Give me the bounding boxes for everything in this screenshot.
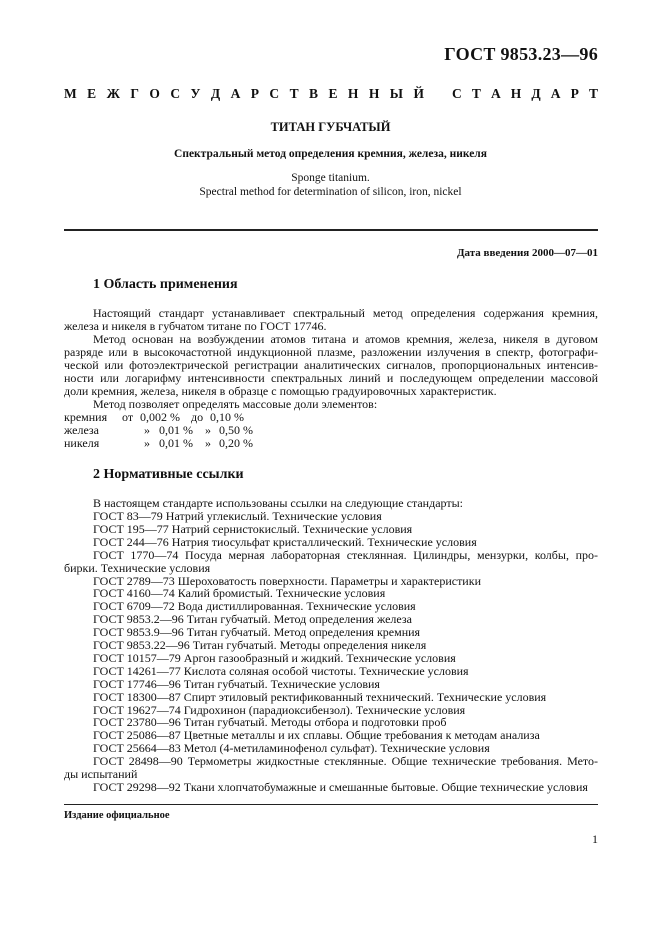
range-from-word: от <box>122 410 134 424</box>
range-min: 0,01 % <box>159 436 193 450</box>
interstate-standard-banner <box>64 86 598 102</box>
english-title: Sponge titanium. <box>291 172 370 184</box>
reference-item: ГОСТ 9853.9—96 Титан губчатый. Метод определения кремния <box>93 625 421 640</box>
paragraph-line: железа и никеля в губчатом титане по ГОСТ 17746. <box>64 319 327 333</box>
reference-item: ГОСТ 83—79 Натрий углекислый. Технические условия <box>93 509 382 523</box>
reference-item: ГОСТ 23780—96 Титан губчатый. Методы отбора и подготовки проб <box>93 715 447 730</box>
reference-item: ГОСТ 10157—79 Аргон газообразный и жидкий. Технические условия <box>93 650 456 665</box>
section-2-heading: 2 Нормативные ссылки <box>93 467 244 482</box>
reference-item: ГОСТ 28498—90 Термометры жидкостные стеклянные. Общие технические требования. Мето- <box>93 754 598 769</box>
footer-divider <box>64 804 598 805</box>
edition-label: Издание официальное <box>64 810 170 821</box>
paragraph-line: Метод основан на возбуждении атомов титана и атомов кремния, железа, никеля в дуговом <box>93 332 598 346</box>
range-min: 0,002 % <box>140 410 180 424</box>
reference-item: ГОСТ 19627—74 Гидрохинон (парадиоксибензол). Технические условия <box>93 702 466 717</box>
range-from-word: » <box>144 423 150 437</box>
reference-item: ГОСТ 25664—83 Метол (4-метиламинофенол сульфат). Технические условия <box>93 741 490 756</box>
paragraph-line: Настоящий стандарт устанавливает спектральный метод определения содержания кремния, <box>93 306 598 320</box>
element-name: кремния <box>64 410 108 424</box>
range-max: 0,50 % <box>219 423 253 437</box>
reference-item: ГОСТ 29298—92 Ткани хлопчатобумажные и смешанные бытовые. Общие технические условия <box>93 779 588 794</box>
element-name: никеля <box>64 436 100 450</box>
reference-item: ГОСТ 9853.2—96 Титан губчатый. Метод определения железа <box>93 612 412 627</box>
reference-item: ГОСТ 9853.22—96 Титан губчатый. Методы определения никеля <box>93 638 427 652</box>
paragraph-line: ческой или фотоэлектрической регистрации аналитических сигналов, пропорциональных интенсив- <box>64 358 598 372</box>
range-from-word: » <box>144 436 150 450</box>
paragraph-line: Метод позволяет определять массовые доли элементов: <box>93 397 378 411</box>
section-1-heading: 1 Область применения <box>93 277 238 292</box>
header-divider <box>64 229 598 231</box>
paragraph-line: разряде или в высокочастотной индукционной плазме, разложении излучения в спектр, фотографи- <box>64 345 598 359</box>
document-code: ГОСТ 9853.23—96 <box>444 44 598 64</box>
document-title: ТИТАН ГУБЧАТЫЙ <box>270 120 391 134</box>
range-max: 0,10 % <box>210 410 244 424</box>
reference-item: ГОСТ 6709—72 Вода дистиллированная. Технические условия <box>93 599 416 614</box>
reference-item: ГОСТ 195—77 Натрий сернистокислый. Технические условия <box>93 521 413 536</box>
element-name: железа <box>64 423 99 437</box>
interstate-word: М Е Ж Г О С У Д А Р С Т В Е Н Н Ы Й <box>64 86 424 101</box>
paragraph-line: доли кремния, железа, никеля в образце с помощью градуировочных характеристик. <box>64 384 497 398</box>
range-to-word: » <box>205 436 211 450</box>
range-to-word: » <box>205 423 211 437</box>
range-to-word: до <box>191 410 204 424</box>
reference-item: ГОСТ 25086—87 Цветные металлы и их сплавы. Общие требования к методам анализа <box>93 728 540 743</box>
range-min: 0,01 % <box>159 423 193 437</box>
reference-item: ГОСТ 244—76 Натрия тиосульфат кристаллический. Технические условия <box>93 534 477 549</box>
reference-item: ды испытаний <box>64 767 138 781</box>
document-subtitle: Спектральный метод определения кремния, железа, никеля <box>174 148 487 160</box>
reference-item: ГОСТ 1770—74 Посуда мерная лабораторная стеклянная. Цилиндры, мензурки, колбы, про- <box>93 547 598 562</box>
reference-item: ГОСТ 18300—87 Спирт этиловый ректификованный технический. Технические условия <box>93 689 547 704</box>
english-subtitle: Spectral method for determination of silicon, iron, nickel <box>199 186 462 198</box>
mass-fraction-row <box>64 436 253 451</box>
page-number: 1 <box>592 832 598 846</box>
paragraph-line: В настоящем стандарте использованы ссылки на следующие стандарты: <box>93 496 464 510</box>
reference-item: бирки. Технические условия <box>64 560 211 575</box>
paragraph-line: ности или логарифму интенсивности спектральных линий и последующем определении массовой <box>64 371 598 385</box>
range-max: 0,20 % <box>219 436 253 450</box>
reference-item: ГОСТ 4160—74 Калий бромистый. Технические условия <box>93 586 386 601</box>
reference-item: ГОСТ 14261—77 Кислота соляная особой чистоты. Технические условия <box>93 663 469 678</box>
effective-date: Дата введения 2000—07—01 <box>456 247 598 259</box>
reference-item: ГОСТ 2789—73 Шероховатость поверхности. Параметры и характеристики <box>93 573 481 588</box>
reference-item: ГОСТ 17746—96 Титан губчатый. Технические условия <box>93 676 380 691</box>
standard-word: С Т А Н Д А Р Т <box>452 86 598 101</box>
